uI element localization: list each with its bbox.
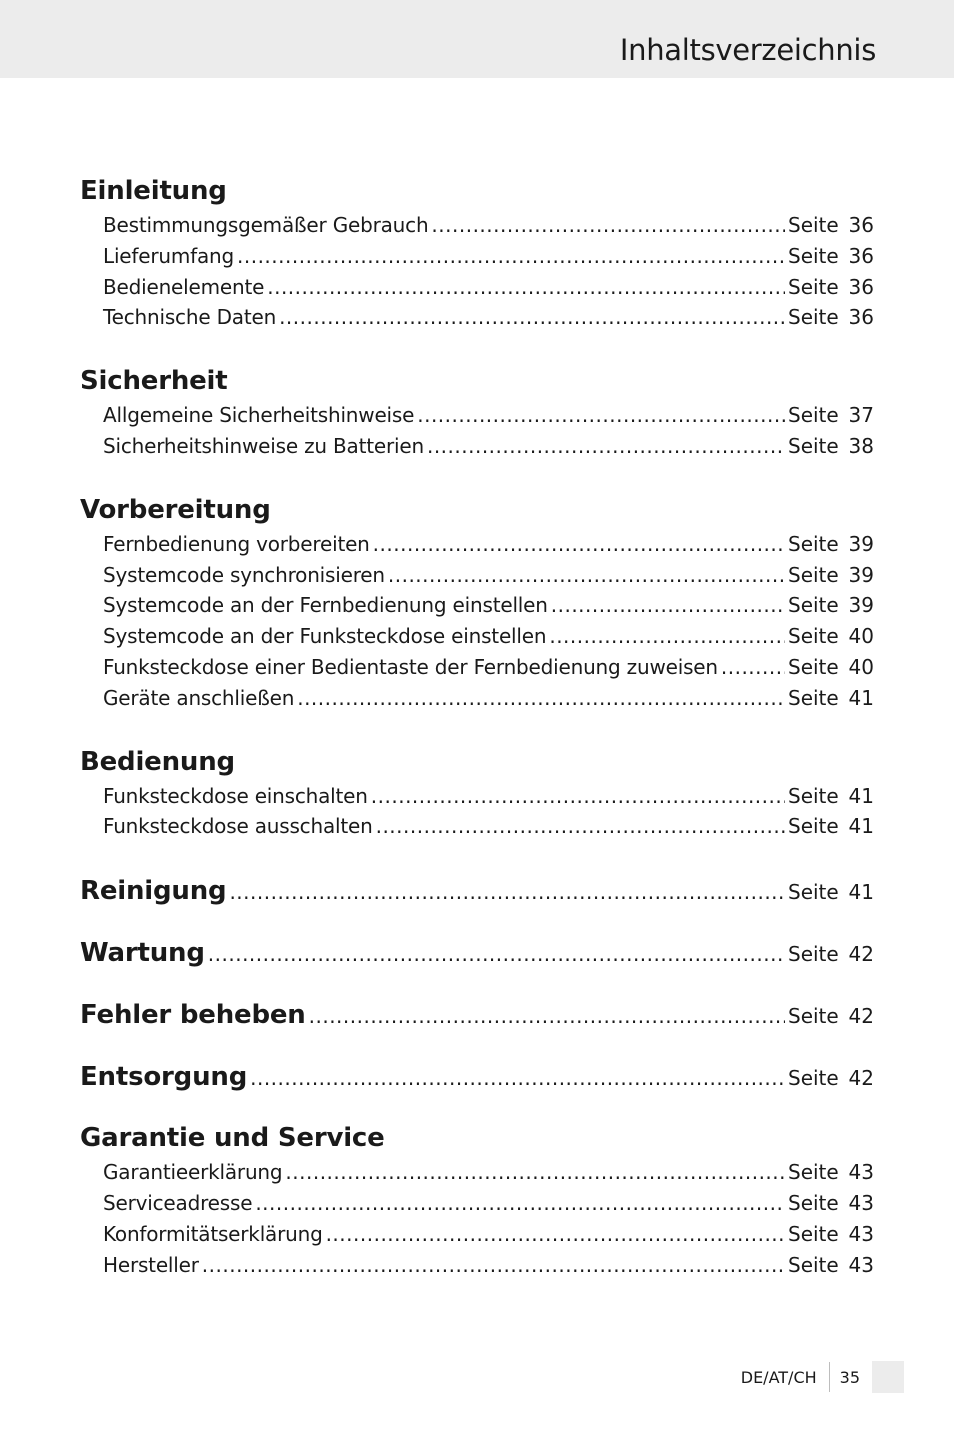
dot-leader [202,1250,785,1281]
page-number: 42 [848,1066,874,1091]
dot-leader [417,400,785,431]
entry-label: Funksteckdose einer Bedientaste der Fernbedienung zuweisen [103,654,718,679]
page-reference: Seite 41 [788,781,874,812]
entry-label: Funksteckdose ausschalten [103,814,373,839]
page-number: 39 [848,593,874,618]
page-number: 43 [848,1190,874,1215]
page-reference: Seite 39 [788,590,874,621]
toc-section-fehler-beheben [80,995,874,1035]
entry-label: Systemcode an der Funksteckdose einstellen [103,624,547,649]
toc-entry[interactable] [103,560,874,591]
page-number: 42 [848,942,874,967]
page-number: 36 [848,243,874,268]
page-reference: Seite 41 [788,872,874,912]
dot-leader [427,431,785,462]
toc-section-entsorgung [80,1057,874,1097]
toc-section-garantie-und-service [80,1119,874,1280]
dot-leader [255,1188,785,1219]
toc-entry[interactable] [103,652,874,683]
dot-leader [309,996,785,1036]
page-reference: Seite 43 [788,1250,874,1281]
dot-leader [229,872,785,912]
page-footer [741,1361,904,1393]
toc-entry[interactable] [103,1219,874,1250]
page-number: 41 [848,783,874,808]
page-number: 40 [848,624,874,649]
entry-label: Bestimmungsgemäßer Gebrauch [103,213,429,237]
page-reference: Seite 43 [788,1219,874,1250]
page-number: 36 [848,274,874,299]
dot-leader [297,683,785,714]
entry-label: Technische Daten [103,305,277,330]
entry-label: Bedienelemente [103,274,265,299]
section-title[interactable]: Vorbereitung [80,494,271,525]
section-title[interactable]: Garantie und Service [80,1123,385,1154]
page-number: 36 [848,213,874,237]
entry-label: Fernbedienung vorbereiten [103,531,370,556]
section-title[interactable]: Einleitung [80,176,227,206]
entry-label: Geräte anschließen [103,685,295,710]
entry-label: Konformitätserklärung [103,1221,323,1246]
page-reference: Seite 43 [788,1157,874,1188]
page-number-footer: 35 [839,1367,860,1387]
page-number: 41 [848,880,874,905]
dot-leader [250,1058,785,1098]
footer-tab-marker [872,1361,904,1393]
header-band [0,0,954,78]
toc-section-wartung [80,933,874,973]
section-title: Entsorgung [80,1062,248,1093]
entry-label: Systemcode an der Fernbedienung einstellen [103,593,548,618]
page-reference: Seite 37 [788,400,874,431]
dot-leader [208,934,785,974]
toc-entry[interactable] [103,590,874,621]
dot-leader [376,811,785,842]
toc-section-bedienung [80,743,874,843]
entry-label: Garantieerklärung [103,1160,283,1185]
section-title[interactable]: Bedienung [80,746,235,777]
toc-entry[interactable] [103,302,874,333]
page-number: 36 [848,305,874,330]
toc-entry[interactable] [80,995,874,1035]
entry-label: Hersteller [103,1252,199,1277]
page-title: Inhaltsverzeichnis [619,33,876,67]
page-number: 39 [848,562,874,587]
toc-entry[interactable] [103,683,874,714]
toc-section-reinigung [80,871,874,911]
toc-entry[interactable] [103,400,874,431]
entry-label: Funksteckdose einschalten [103,783,368,808]
dot-leader [237,241,785,272]
toc-section-sicherheit [80,362,874,462]
page-reference: Seite 40 [788,652,874,683]
dot-leader [549,621,785,652]
page-number: 41 [848,685,874,710]
page-number: 40 [848,654,874,679]
page-reference: Seite 36 [788,272,874,303]
toc-entry[interactable] [103,1250,874,1281]
page-reference: Seite 40 [788,621,874,652]
entry-label: Systemcode synchronisieren [103,562,385,587]
page-reference: Seite 36 [788,241,874,272]
dot-leader [326,1219,785,1250]
toc-section-vorbereitung [80,491,874,714]
page-number: 43 [848,1221,874,1246]
page-reference: Seite 39 [788,529,874,560]
language-code: DE/AT/CH [740,1367,817,1387]
toc-entry[interactable] [80,933,874,973]
page-reference: Seite 36 [788,302,874,333]
dot-leader [279,302,785,333]
toc-entry[interactable] [103,431,874,462]
dot-leader [431,210,785,241]
toc-entry[interactable] [103,811,874,842]
section-title: Wartung [80,938,205,969]
page-reference: Seite 42 [788,934,874,974]
toc-entry[interactable] [103,781,874,812]
section-title[interactable]: Sicherheit [80,366,228,397]
toc-section-einleitung [80,172,874,333]
page-reference: Seite 39 [788,560,874,591]
entry-label: Allgemeine Sicherheitshinweise [103,403,415,428]
page-number: 37 [848,403,874,428]
toc-entry[interactable] [103,210,874,241]
entry-label: Sicherheitshinweise zu Batterien [103,433,424,458]
page-number: 42 [848,1004,874,1029]
page-number: 39 [848,531,874,556]
toc-entry[interactable] [103,1188,874,1219]
page-reference: Seite 41 [788,811,874,842]
toc-entry[interactable] [103,621,874,652]
dot-leader [388,560,785,591]
page-reference: Seite 42 [788,996,874,1036]
section-title: Fehler beheben [80,1000,306,1031]
page-reference: Seite 43 [788,1188,874,1219]
entry-label: Serviceadresse [103,1190,253,1215]
page-reference: Seite 41 [788,683,874,714]
dot-leader [371,781,785,812]
page-number: 38 [848,433,874,458]
toc-entry[interactable] [103,529,874,560]
dot-leader [721,652,785,683]
toc-entry[interactable] [103,241,874,272]
page-reference: Seite 36 [788,210,874,241]
dot-leader [551,590,785,621]
page-number: 41 [848,814,874,839]
table-of-contents [80,172,874,1309]
entry-label: Lieferumfang [103,243,234,268]
toc-entry[interactable] [80,1057,874,1097]
page-number: 43 [848,1252,874,1277]
toc-entry[interactable] [80,871,874,911]
dot-leader [285,1157,785,1188]
toc-entry[interactable] [103,272,874,303]
toc-entry[interactable] [103,1157,874,1188]
page-reference: Seite 38 [788,431,874,462]
dot-leader [267,272,785,303]
page-number: 43 [848,1160,874,1185]
dot-leader [373,529,785,560]
page-reference: Seite 42 [788,1058,874,1098]
section-title: Reinigung [80,876,227,907]
